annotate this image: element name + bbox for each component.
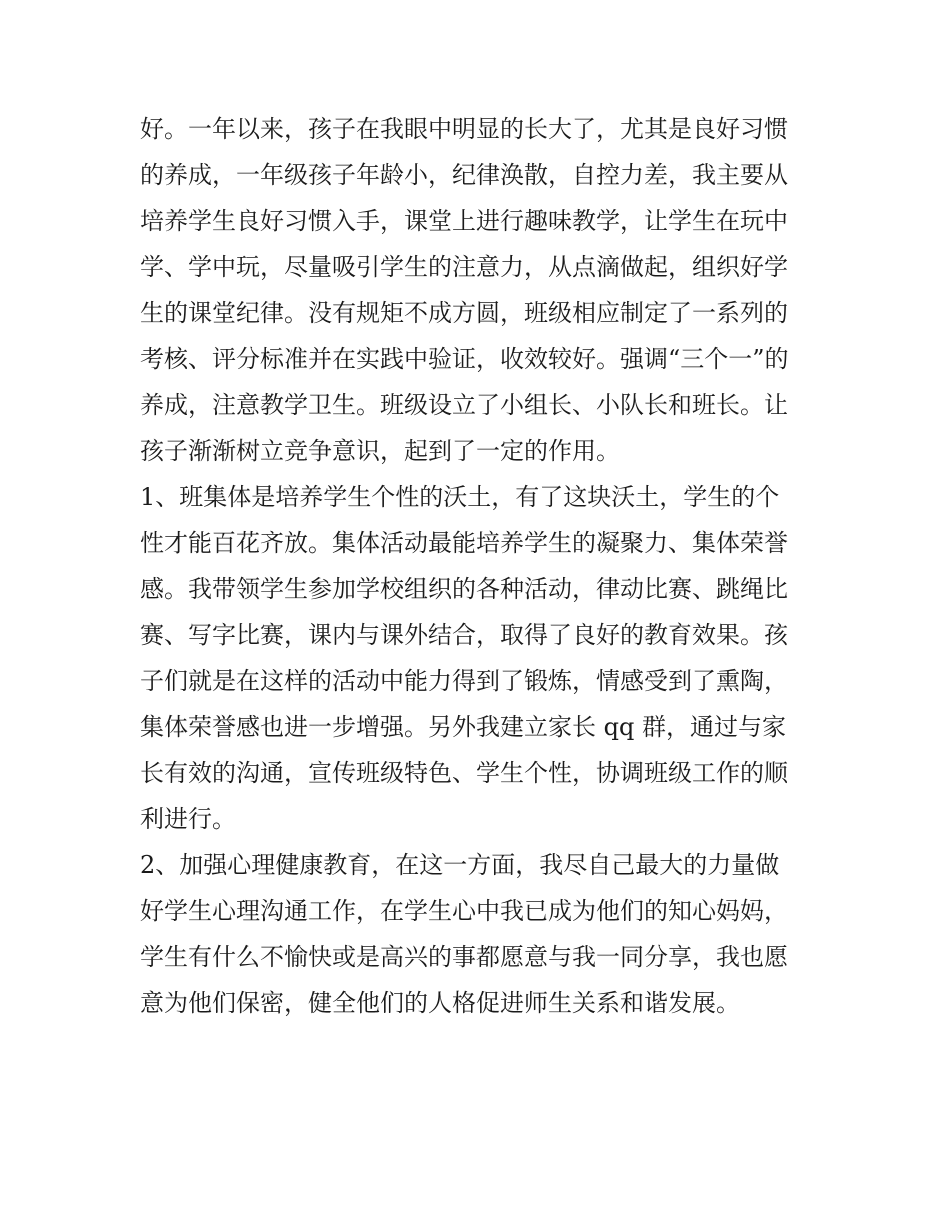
text-line: 性才能百花齐放。集体活动最能培养学生的凝聚力、集体荣誉	[140, 529, 788, 557]
text-line: 赛、写字比赛，课内与课外结合，取得了良好的教育效果。孩	[140, 621, 788, 649]
text-line: 集体荣誉感也进一步增强。另外我建立家长 qq 群，通过与家	[140, 713, 786, 741]
text-line: 意为他们保密，健全他们的人格促进师生关系和谐发展。	[140, 989, 740, 1017]
text-line: 感。我带领学生参加学校组织的各种活动，律动比赛、跳绳比	[140, 575, 788, 603]
text-line: 学、学中玩，尽量吸引学生的注意力，从点滴做起，组织好学	[140, 253, 788, 281]
text-line: 利进行。	[140, 805, 236, 833]
text-line: 1、班集体是培养学生个性的沃土，有了这块沃土，学生的个	[140, 483, 780, 511]
text-line: 子们就是在这样的活动中能力得到了锻炼，情感受到了熏陶，	[140, 667, 788, 695]
text-line: 培养学生良好习惯入手，课堂上进行趣味教学，让学生在玩中	[140, 207, 788, 235]
text-line: 生的课堂纪律。没有规矩不成方圆，班级相应制定了一系列的	[140, 299, 788, 327]
text-line: 好学生心理沟通工作，在学生心中我已成为他们的知心妈妈，	[140, 897, 788, 925]
text-line: 养成，注意教学卫生。班级设立了小组长、小队长和班长。让	[140, 391, 788, 419]
text-line: 长有效的沟通，宣传班级特色、学生个性，协调班级工作的顺	[140, 759, 788, 787]
text-line: 学生有什么不愉快或是高兴的事都愿意与我一同分享，我也愿	[140, 943, 788, 971]
text-line: 孩子渐渐树立竞争意识，起到了一定的作用。	[140, 437, 620, 465]
document-body	[140, 106, 820, 1026]
text-line: 的养成，一年级孩子年龄小，纪律涣散，自控力差，我主要从	[140, 161, 788, 189]
text-line: 2、加强心理健康教育，在这一方面，我尽自己最大的力量做	[140, 851, 780, 879]
text-line: 考核、评分标准并在实践中验证，收效较好。强调“三个一”的	[140, 345, 789, 373]
text-line: 好。一年以来，孩子在我眼中明显的长大了，尤其是良好习惯	[140, 115, 788, 143]
